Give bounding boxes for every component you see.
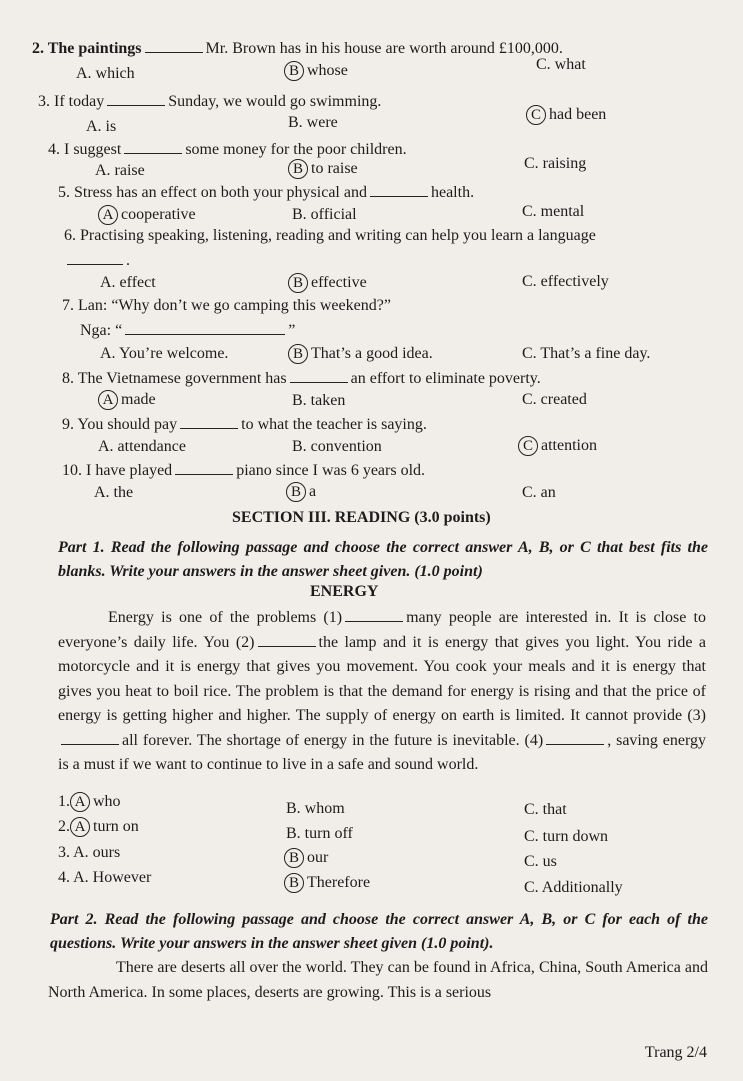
answer-circle: B — [284, 61, 304, 81]
question-7-reply: Nga: “ ” — [80, 322, 296, 339]
answer-circle: B — [288, 273, 308, 293]
question-7-option-a: A. You’re welcome. — [100, 345, 229, 362]
answer-circle: A — [98, 205, 118, 225]
question-2-option-a: A. which — [76, 65, 135, 82]
question-9-option-c: C attention — [518, 436, 597, 456]
question-10-option-c: C. an — [522, 484, 556, 501]
question-10-option-a: A. the — [94, 484, 134, 501]
answer-circle: B — [284, 873, 304, 893]
reading-q1-option-c: C. that — [524, 801, 567, 818]
question-4-option-b: B to raise — [288, 159, 358, 179]
reading-q3-option-c: C. us — [524, 853, 557, 870]
part2-instruction: Part 2. Read the following passage and choose the correct answer A, B, or C for each of the questions. Write your answers in the answer sheet given (1.0 point). — [50, 911, 708, 952]
question-4-option-a: A. raise — [95, 162, 145, 179]
question-5-stem: 5. Stress has an effect on both your physical and health. — [58, 184, 475, 201]
answer-circle: C — [526, 105, 546, 125]
passage-title: ENERGY — [310, 583, 379, 600]
question-9-stem: 9. You should pay to what the teacher is saying. — [62, 416, 427, 433]
reading-q2-option-b: B. turn off — [286, 825, 353, 842]
reading-q1-option-a: 1. A who — [58, 793, 121, 810]
question-8-option-b: B. taken — [292, 392, 346, 409]
answer-circle: A — [70, 792, 90, 812]
question-8-option-c: C. created — [522, 391, 587, 408]
answer-circle: C — [518, 436, 538, 456]
reading-q3-option-a: 3. A. ours — [58, 844, 121, 861]
part2-passage: There are deserts all over the world. They can be found in Africa, China, South America and North America. In some places, deserts are growing. This is a serious — [48, 959, 708, 1001]
question-6-stem: 6. Practising speaking, listening, reading and writing can help you learn a language — [64, 227, 596, 244]
question-6-blank: . — [64, 250, 130, 271]
reading-q4-option-a: 4. A. However — [58, 869, 152, 886]
question-3-option-c: C had been — [526, 105, 606, 125]
question-10-stem: 10. I have played piano since I was 6 years old. — [62, 462, 426, 479]
question-5-option-c: C. mental — [522, 203, 585, 220]
question-3-option-a: A. is — [86, 118, 117, 135]
question-5-option-b: B. official — [292, 206, 357, 223]
section-title: SECTION III. READING (3.0 points) — [232, 509, 491, 526]
question-6-option-a: A. effect — [100, 274, 156, 291]
question-4-option-c: C. raising — [524, 155, 587, 172]
question-9-option-b: B. convention — [292, 438, 382, 455]
answer-circle: A — [98, 390, 118, 410]
answer-circle: B — [284, 848, 304, 868]
question-9-option-a: A. attendance — [98, 438, 186, 455]
reading-q3-option-b: B our — [284, 848, 328, 868]
question-8-stem: 8. The Vietnamese government has an effort to eliminate poverty. — [62, 370, 541, 387]
reading-q4-option-c: C. Additionally — [524, 879, 623, 896]
answer-circle: B — [288, 344, 308, 364]
answer-circle: B — [286, 482, 306, 502]
reading-q2-option-c: C. turn down — [524, 828, 608, 845]
question-7-option-c: C. That’s a fine day. — [522, 345, 651, 362]
part1-instruction: Part 1. Read the following passage and choose the correct answer A, B, or C that best fits the blanks. Write your answers in the answer sheet given. (1.0 point) — [58, 539, 708, 580]
question-2-option-c: C. what — [536, 56, 586, 73]
question-2-stem: 2. The paintings Mr. Brown has in his house are worth around £100,000. — [32, 40, 563, 57]
question-5-option-a: A cooperative — [98, 205, 196, 225]
question-7-option-b: B That’s a good idea. — [288, 344, 433, 364]
question-7-stem: 7. Lan: “Why don’t we go camping this weekend?” — [62, 297, 391, 314]
reading-q2-option-a: 2. A turn on — [58, 818, 139, 835]
answer-circle: A — [70, 817, 90, 837]
reading-q4-option-b: B Therefore — [284, 873, 370, 893]
reading-q1-option-b: B. whom — [286, 800, 345, 817]
question-6-option-b: B effective — [288, 273, 367, 293]
question-8-option-a: A made — [98, 390, 156, 410]
answer-circle: B — [288, 159, 308, 179]
question-6-option-c: C. effectively — [522, 273, 609, 290]
question-3-option-b: B. were — [288, 114, 338, 131]
question-4-stem: 4. I suggest some money for the poor children. — [48, 141, 407, 158]
energy-passage: Energy is one of the problems (1) many people are interested in. It is close to everyone’s daily life. You (2) the lamp and it is energy that gives you light. You ride a motorcycle and it is energy that gives you movement. You cook your meals and it is energy that gives you heat to boil rice. The problem is that the demand for energy is rising and that the price of energy is getting higher and higher. The supply of energy on earth is limited. It cannot provide (3)all forever. The shortage of energy in the future is inevitable. (4) , saving energy is a must if we want to continue to live in a safe and sound world. — [58, 609, 707, 773]
question-2-option-b: B whose — [284, 61, 348, 81]
question-10-option-b: B a — [286, 482, 316, 502]
question-3-stem: 3. If today Sunday, we would go swimming. — [38, 93, 382, 110]
page-number: Trang 2/4 — [644, 1044, 707, 1061]
